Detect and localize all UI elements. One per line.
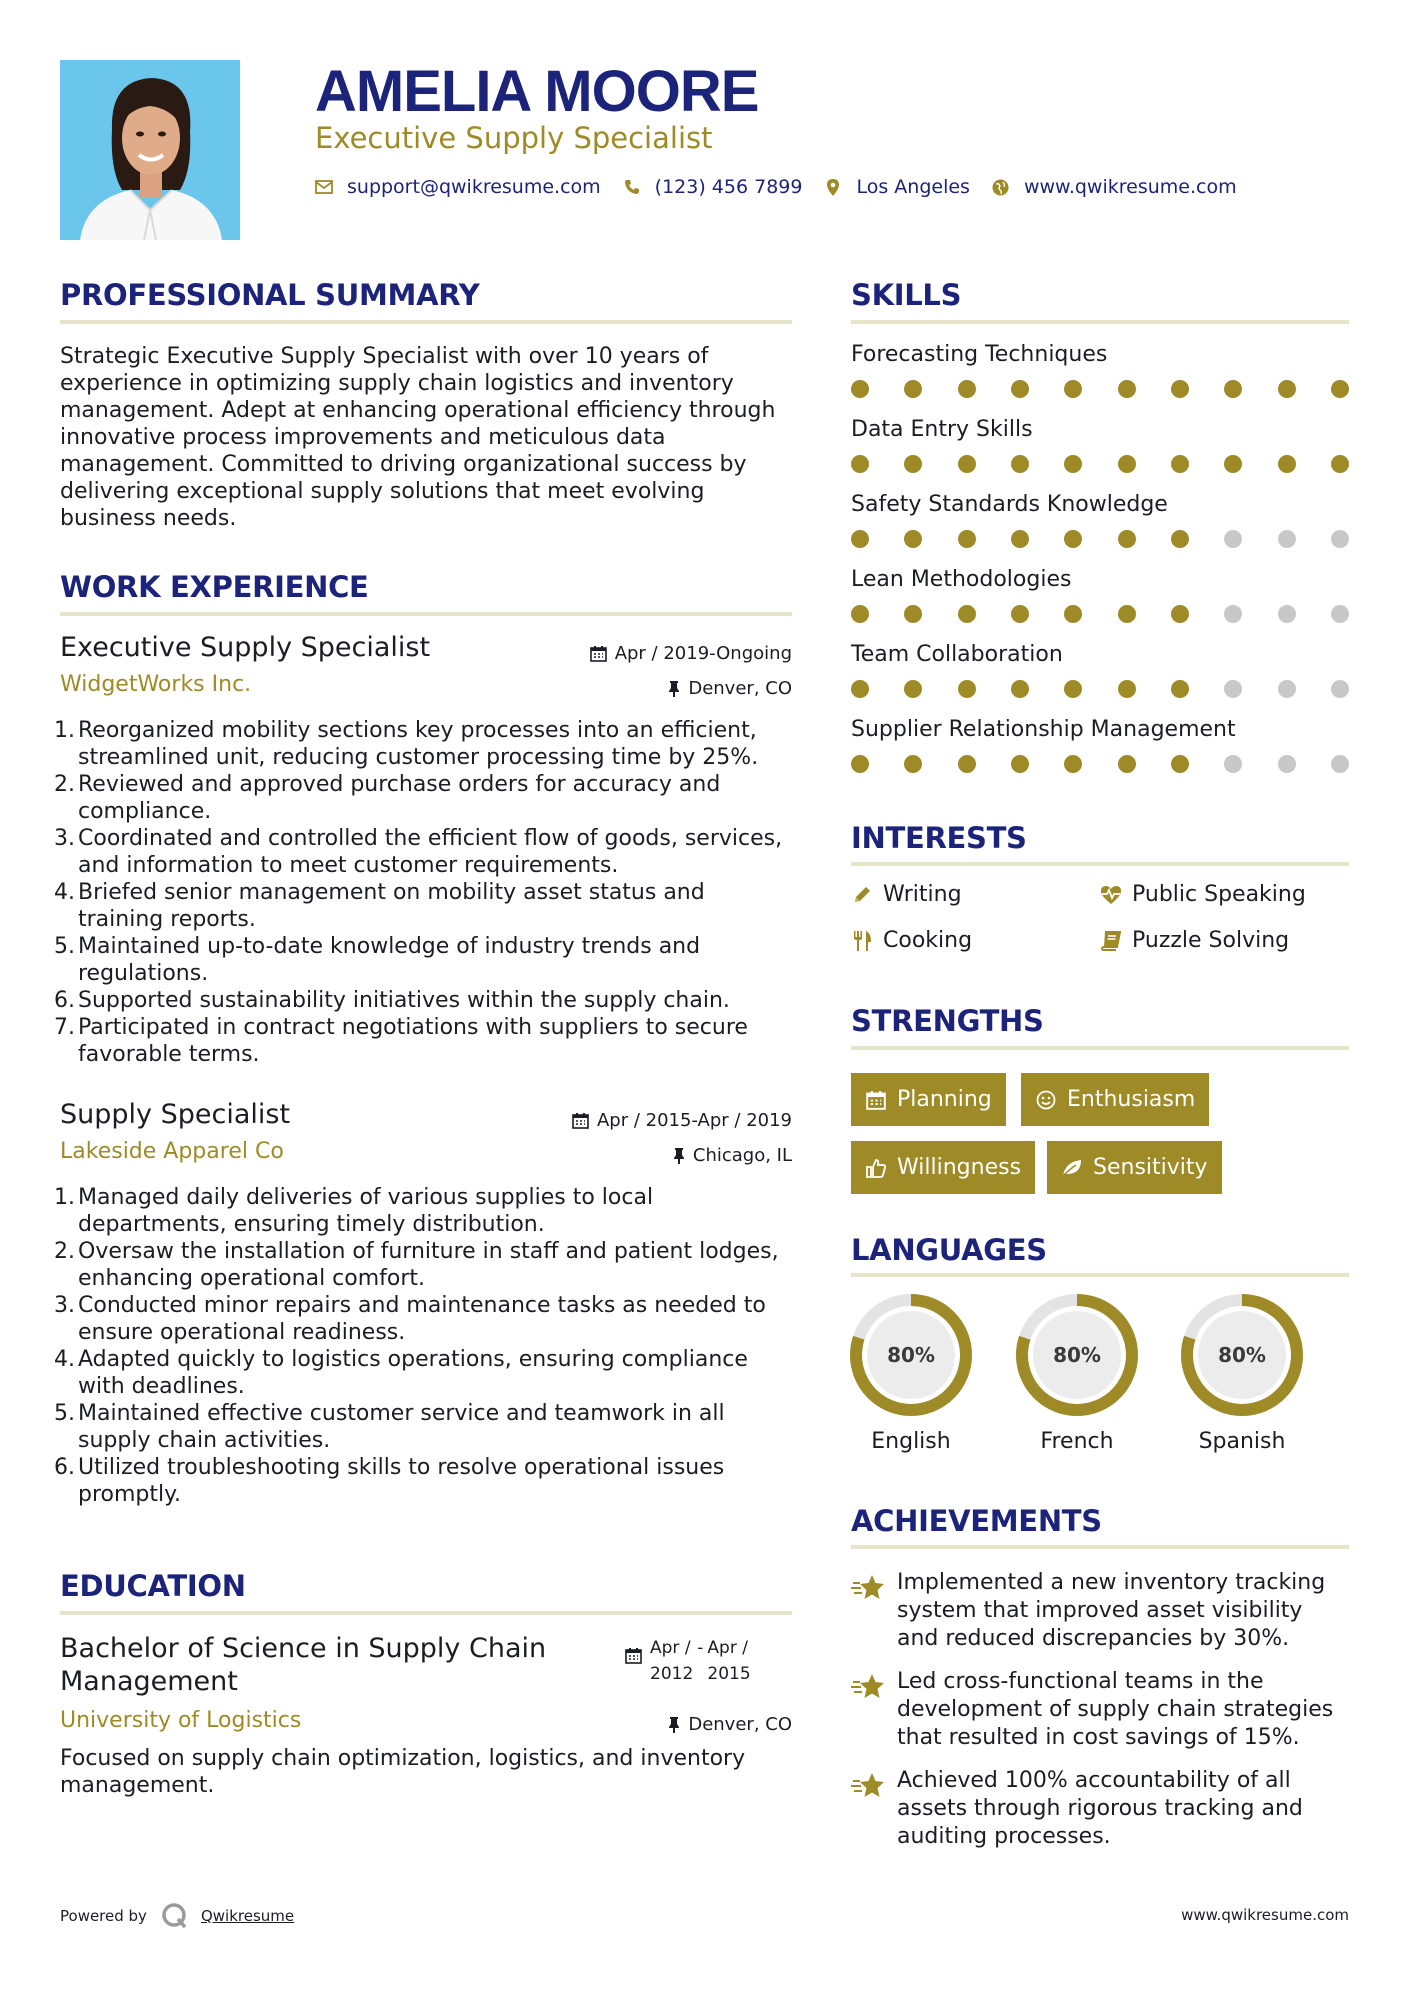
skill-row — [851, 417, 1349, 473]
pin-icon — [668, 1716, 680, 1733]
rating-dot — [851, 680, 869, 698]
rating-dot — [1118, 680, 1136, 698]
rating-dot — [1171, 455, 1189, 473]
rating-dot — [851, 455, 869, 473]
rating-dot — [1011, 605, 1029, 623]
rating-dot — [1278, 530, 1296, 548]
rating-dot — [904, 605, 922, 623]
skill-name: Forecasting Techniques — [851, 342, 1108, 367]
rating-dot — [1331, 680, 1349, 698]
job-location-text: Chicago, IL — [692, 1145, 792, 1166]
skill-rating — [851, 380, 1349, 398]
rating-dot — [1224, 380, 1242, 398]
language-item — [1015, 1293, 1139, 1454]
list-item: 7. Participated in contract negotiations with suppliers to secure favorable terms. — [54, 1015, 748, 1067]
rating-dot — [1011, 680, 1029, 698]
rating-dot — [851, 380, 869, 398]
job-company: Lakeside Apparel Co — [60, 1139, 284, 1164]
rating-dot — [958, 455, 976, 473]
interest-item — [851, 882, 962, 907]
achievement-item — [851, 1767, 1349, 1851]
experience-heading: WORK EXPERIENCE — [60, 570, 369, 604]
rating-dot — [1064, 455, 1082, 473]
job-dates — [590, 643, 792, 664]
rating-dot — [1171, 680, 1189, 698]
skill-name: Safety Standards Knowledge — [851, 492, 1168, 517]
rating-dot — [1118, 380, 1136, 398]
rating-dot — [1331, 755, 1349, 773]
profile-photo — [60, 60, 240, 240]
contact-website[interactable]: www.qwikresume.com — [1023, 176, 1237, 198]
skill-name: Team Collaboration — [851, 642, 1063, 667]
interest-label: Cooking — [883, 928, 973, 953]
list-item: 1. Managed daily deliveries of various supplies to local departments, ensuring timely distribution. — [54, 1185, 654, 1237]
degree-title: Bachelor of Science in Supply Chain Management — [60, 1633, 547, 1697]
education-dates: Apr / 2012 - Apr / 2015 — [625, 1635, 751, 1687]
rating-dot — [1331, 530, 1349, 548]
interest-label: Public Speaking — [1132, 882, 1306, 907]
strength-badge — [1047, 1141, 1222, 1194]
job-location — [668, 678, 792, 699]
calendar-icon — [865, 1089, 887, 1111]
job-entry — [60, 632, 792, 712]
rating-dot — [1064, 530, 1082, 548]
list-item: 4. Briefed senior management on mobility asset status and training reports. — [54, 880, 705, 932]
pin-icon — [668, 680, 680, 697]
skill-rating — [851, 455, 1349, 473]
skill-rating — [851, 755, 1349, 773]
language-name: Spanish — [1198, 1429, 1286, 1454]
strength-label: Enthusiasm — [1067, 1087, 1196, 1112]
job-bullets — [54, 1184, 792, 1508]
rating-dot — [1118, 530, 1136, 548]
rating-dot — [1331, 380, 1349, 398]
rating-dot — [1278, 680, 1296, 698]
book-icon — [1100, 930, 1122, 952]
skill-name: Data Entry Skills — [851, 417, 1033, 442]
rating-dot — [1118, 455, 1136, 473]
job-location — [673, 1145, 792, 1166]
language-percent: 80% — [887, 1343, 935, 1367]
interests-divider — [851, 862, 1349, 866]
candidate-title: Executive Supply Specialist — [315, 121, 713, 155]
job-dates-text: Apr / 2019-Ongoing — [614, 643, 792, 664]
strength-label: Planning — [897, 1087, 992, 1112]
interest-item — [1100, 928, 1289, 953]
rating-dot — [1331, 455, 1349, 473]
contact-location: Los Angeles — [856, 176, 970, 198]
strength-label: Sensitivity — [1093, 1155, 1208, 1180]
strength-badge — [1021, 1073, 1209, 1126]
rating-dot — [904, 380, 922, 398]
job-title: Supply Specialist — [60, 1099, 291, 1130]
summary-text: Strategic Executive Supply Specialist with over 10 years of experience in optimizing supply chain logistics and inventory management. Adept at enhancing operational efficiency through innovative process improvements and meticulous data management. Committed to driving organizational success by delivering exceptional supply solutions that meet evolving business needs. — [60, 344, 776, 531]
rating-dot — [1118, 755, 1136, 773]
rating-dot — [1278, 380, 1296, 398]
skill-row — [851, 717, 1349, 773]
interest-item — [1100, 882, 1306, 907]
star-icon — [851, 1771, 885, 1801]
education-location-text: Denver, CO — [688, 1714, 792, 1735]
job-location-text: Denver, CO — [688, 678, 792, 699]
rating-dot — [1011, 755, 1029, 773]
strength-label: Willingness — [897, 1155, 1022, 1180]
skill-rating — [851, 605, 1349, 623]
language-item — [849, 1293, 973, 1454]
rating-dot — [1224, 680, 1242, 698]
list-item: 6. Utilized troubleshooting skills to resolve operational issues promptly. — [54, 1455, 725, 1507]
language-name: English — [871, 1429, 951, 1454]
job-bullets — [54, 717, 792, 1068]
list-item: 4. Adapted quickly to logistics operations, ensuring compliance with deadlines. — [54, 1347, 748, 1399]
utensils-icon — [851, 930, 873, 952]
footer-url[interactable]: www.qwikresume.com — [1181, 1906, 1349, 1924]
job-entry — [60, 1099, 792, 1179]
strengths-heading: STRENGTHS — [851, 1004, 1044, 1038]
pin-icon — [673, 1147, 685, 1164]
list-item: 1. Reorganized mobility sections key processes into an efficient, streamlined unit, reducing customer processing time by 25%. — [54, 718, 759, 770]
summary-divider — [60, 320, 792, 324]
leaf-icon — [1061, 1157, 1083, 1179]
rating-dot — [958, 380, 976, 398]
powered-by-label: Powered by — [60, 1907, 147, 1925]
language-percent: 80% — [1218, 1343, 1266, 1367]
interest-label: Writing — [883, 882, 962, 907]
rating-dot — [958, 755, 976, 773]
job-company: WidgetWorks Inc. — [60, 672, 252, 697]
achievement-text: Achieved 100% accountability of all assets through rigorous tracking and auditing processes. — [897, 1768, 1303, 1849]
interest-item — [851, 928, 972, 953]
rating-dot — [1171, 380, 1189, 398]
rating-dot — [1171, 530, 1189, 548]
strength-badge — [851, 1073, 1006, 1126]
rating-dot — [851, 755, 869, 773]
qwikresume-logo-icon — [161, 1902, 189, 1930]
rating-dot — [1064, 755, 1082, 773]
interests-heading: INTERESTS — [851, 821, 1027, 855]
achievement-text: Implemented a new inventory tracking system that improved asset visibility and reduced discrepancies by 30%. — [897, 1570, 1326, 1651]
rating-dot — [1224, 455, 1242, 473]
education-start-year: 2012 — [650, 1664, 694, 1684]
footer-powered-by — [60, 1902, 294, 1930]
rating-dot — [904, 530, 922, 548]
interest-label: Puzzle Solving — [1132, 928, 1290, 953]
rating-dot — [1278, 455, 1296, 473]
candidate-name: AMELIA MOORE — [315, 59, 759, 124]
education-heading: EDUCATION — [60, 1569, 246, 1603]
achievements-heading: ACHIEVEMENTS — [851, 1504, 1102, 1538]
rating-dot — [958, 530, 976, 548]
rating-dot — [904, 680, 922, 698]
calendar-icon — [625, 1647, 642, 1664]
calendar-icon — [572, 1112, 589, 1129]
list-item: 2. Oversaw the installation of furniture in staff and patient lodges, enhancing operational comfort. — [54, 1239, 779, 1291]
rating-dot — [1064, 680, 1082, 698]
rating-dot — [1118, 605, 1136, 623]
list-item: 6. Supported sustainability initiatives within the supply chain. — [54, 988, 730, 1013]
education-divider — [60, 1611, 792, 1615]
rating-dot — [1278, 755, 1296, 773]
rating-dot — [1331, 605, 1349, 623]
strength-badge — [851, 1141, 1035, 1194]
skill-rating — [851, 680, 1349, 698]
job-dates — [572, 1110, 792, 1131]
rating-dot — [851, 530, 869, 548]
rating-dot — [904, 755, 922, 773]
languages-heading: LANGUAGES — [851, 1233, 1047, 1267]
rating-dot — [904, 455, 922, 473]
list-item: 5. Maintained up-to-date knowledge of industry trends and regulations. — [54, 934, 701, 986]
education-description: Focused on supply chain optimization, logistics, and inventory management. — [60, 1746, 746, 1798]
language-item — [1180, 1293, 1304, 1454]
star-icon — [851, 1573, 885, 1603]
rating-dot — [958, 605, 976, 623]
achievement-item — [851, 1668, 1349, 1752]
summary-heading: PROFESSIONAL SUMMARY — [60, 278, 480, 312]
job-dates-text: Apr / 2015-Apr / 2019 — [596, 1110, 792, 1131]
rating-dot — [851, 605, 869, 623]
skill-row — [851, 567, 1349, 623]
rating-dot — [1064, 605, 1082, 623]
pencil-icon — [851, 884, 873, 906]
rating-dot — [1224, 605, 1242, 623]
rating-dot — [1278, 605, 1296, 623]
rating-dot — [958, 680, 976, 698]
skills-heading: SKILLS — [851, 278, 962, 312]
skill-row — [851, 642, 1349, 698]
contact-bar — [315, 176, 1259, 198]
phone-icon — [623, 178, 641, 196]
rating-dot — [1171, 605, 1189, 623]
skill-name: Supplier Relationship Management — [851, 717, 1236, 742]
rating-dot — [1224, 755, 1242, 773]
education-location — [668, 1714, 792, 1735]
rating-dot — [1224, 530, 1242, 548]
rating-dot — [1064, 380, 1082, 398]
skill-row — [851, 492, 1349, 548]
contact-phone[interactable]: (123) 456 7899 — [654, 176, 803, 198]
rating-dot — [1011, 530, 1029, 548]
star-icon — [851, 1672, 885, 1702]
education-start-month: Apr / — [650, 1638, 691, 1658]
list-item: 2. Reviewed and approved purchase orders for accuracy and compliance. — [54, 772, 721, 824]
heartbeat-icon — [1100, 884, 1122, 906]
envelope-icon — [315, 178, 333, 196]
thumbs-up-icon — [865, 1157, 887, 1179]
achievements-divider — [851, 1545, 1349, 1549]
language-percent: 80% — [1053, 1343, 1101, 1367]
list-item: 3. Coordinated and controlled the efficient flow of goods, services, and information to meet customer requirements. — [54, 826, 783, 878]
strengths-divider — [851, 1046, 1349, 1050]
contact-email[interactable]: support@qwikresume.com — [347, 176, 601, 198]
list-item: 3. Conducted minor repairs and maintenance tasks as needed to ensure operational readiness. — [54, 1293, 766, 1345]
skill-name: Lean Methodologies — [851, 567, 1072, 592]
calendar-icon — [590, 645, 607, 662]
rating-dot — [1171, 755, 1189, 773]
education-end-year: 2015 — [707, 1664, 751, 1684]
brand-link[interactable]: Qwikresume — [200, 1907, 295, 1925]
list-item: 5. Maintained effective customer service and teamwork in all supply chain activities. — [54, 1401, 725, 1453]
languages-divider — [851, 1273, 1349, 1277]
skill-row — [851, 342, 1349, 398]
experience-divider — [60, 612, 792, 616]
school-name: University of Logistics — [60, 1708, 302, 1733]
education-end-month: Apr / — [707, 1638, 748, 1658]
map-marker-icon — [824, 178, 842, 196]
language-name: French — [1040, 1429, 1114, 1454]
skill-rating — [851, 530, 1349, 548]
smile-icon — [1035, 1089, 1057, 1111]
rating-dot — [1011, 380, 1029, 398]
achievement-text: Led cross-functional teams in the development of supply chain strategies that resulted in cost savings of 15%. — [897, 1669, 1334, 1750]
globe-icon — [992, 178, 1010, 196]
achievement-item — [851, 1569, 1349, 1653]
rating-dot — [1011, 455, 1029, 473]
job-title: Executive Supply Specialist — [60, 632, 431, 663]
education-entry — [60, 1632, 792, 1742]
skills-divider — [851, 320, 1349, 324]
